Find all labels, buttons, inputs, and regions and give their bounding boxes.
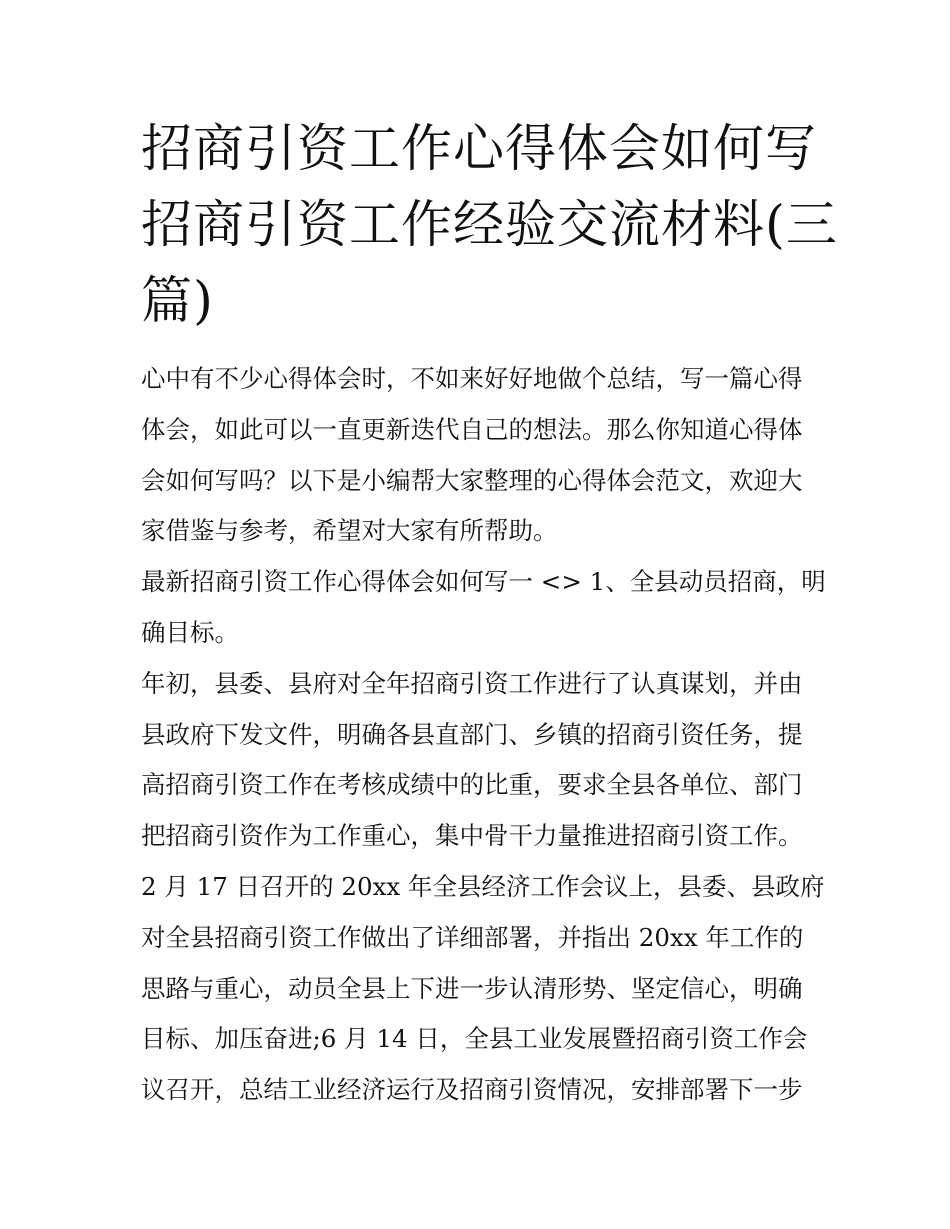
text-line: 县政府下发文件，明确各县直部门、乡镇的招商引资任务，提 [141,719,803,749]
title-line: 招商引资工作心得体会如何写 [141,120,818,179]
text-line: 思路与重心，动员全县上下进一步认清形势、坚定信心，明确 [141,973,803,1003]
text-line: 把招商引资作为工作重心，集中骨干力量推进招商引资工作。 [141,821,803,851]
text-line: 会如何写吗？以下是小编帮大家整理的心得体会范文，欢迎大 [141,465,803,495]
title-line: 篇) [141,272,214,331]
text-line: 确目标。 [141,617,239,647]
text-line: 高招商引资工作在考核成绩中的比重，要求全县各单位、部门 [141,770,803,800]
text-line: 议召开，总结工业经济运行及招商引资情况，安排部署下一步 [141,1075,803,1105]
text-line: 体会，如此可以一直更新迭代自己的想法。那么你知道心得体 [141,414,803,444]
text-line: 目标、加压奋进;6 月 14 日，全县工业发展暨招商引资工作会 [141,1024,808,1054]
text-line: 2 月 17 日召开的 20xx 年全县经济工作会议上，县委、县政府 [141,871,825,901]
title-line: 招商引资工作经验交流材料(三 [141,196,838,255]
document-title [141,112,838,340]
text-line: 对全县招商引资工作做出了详细部署，并指出 20xx 年工作的 [141,922,804,952]
text-line: 年初，县委、县府对全年招商引资工作进行了认真谋划，并由 [141,668,803,698]
paragraph-body [141,659,825,1116]
text-line: 家借鉴与参考，希望对大家有所帮助。 [141,516,558,546]
paragraph-section-heading [141,557,826,659]
document-page [141,112,838,1116]
text-line: 心中有不少心得体会时，不如来好好地做个总结，写一篇心得 [141,364,803,393]
paragraph-intro [141,354,821,557]
text-line: 最新招商引资工作心得体会如何写一 <> 1、全县动员招商，明 [141,567,826,597]
